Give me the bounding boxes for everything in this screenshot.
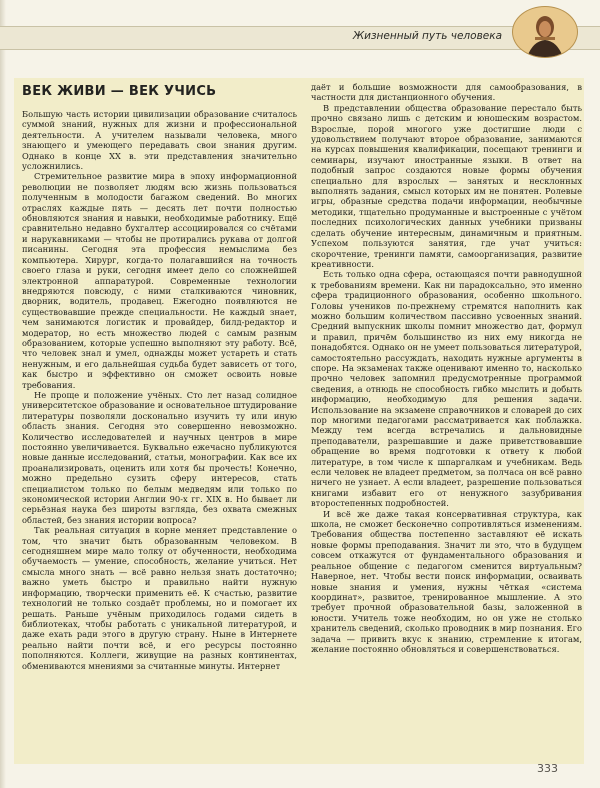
right-column xyxy=(311,82,582,654)
article-panel xyxy=(14,78,584,764)
page-number: 333 xyxy=(537,762,558,775)
left-column xyxy=(22,78,297,671)
portrait-emblem-drawing xyxy=(513,7,577,57)
paragraph: Так реальная ситуация в корне меняет представление о том, что значит быть образованным человеком. В сегодняшнем мире мало толку от обученности, необходима обучаемость — умение, способность, желание учиться. Нет смысла много знать — всё равно нельзя знать достаточно; важно уметь быстро и правильно найти нужную информацию, творчески применить её. К счастью, развитие технологий не только создаёт проблемы, но и помогает их решать. Раньше учёным приходилось годами сидеть в библиотеках, чтобы работать с уникальной литературой, и даже ехать ради этого в другую страну. Ныне в Интернете реально найти почти всё, и его ресурсы постоянно пополняются. Коллеги, живущие на разных континентах, обмениваются мнениями за считанные минуты. Интернет xyxy=(22,525,297,671)
running-head: Жизненный путь человека xyxy=(352,30,502,42)
paragraph: В представлении общества образование перестало быть прочно связано лишь с детским и юношеским возрастом. Взрослые, порой многого уже достигшие люди с удовольствием получают второе образование, занимаются на курсах повышения квалификации, посещают тренинги и семинары, изучают иностранные языки. В ответ на подобный запрос создаются новые формы обучения специально для взрослых — занятых и несклонных выполнять задания, смысл которых им не понятен. Ролевые игры, образные средства подачи информации, необычные методики, тщательно продуманные и выстроенные с учётом последних психологических данных учебники призваны сделать обучение интересным, динамичным и приятным. Успехом пользуются занятия, где учат учиться: скорочтение, тренинги памяти, самоорганизация, развитие креативности. xyxy=(311,102,582,269)
paragraph: Есть только одна сфера, остающаяся почти равнодушной к требованиям времени. Как ни парадоксально, это именно сфера традиционного образования, особенно школьного. Головы учеников по-прежнему стремятся наполнить как можно большим количеством пассивно усвоенных знаний. Средний выпускник школы помнит множество дат, формул и правил, причём большинство из них ему никогда не понадобятся. Однако он не умеет пользоваться литературой, самостоятельно рассуждать, находить нужные аргументы в споре. На экзаменах также оценивают именно то, насколько прочно человек запомнил предусмотренные программой сведения, а отнюдь не способность гибко мыслить и добыть информацию, необходимую для решения задачи. Использование на экзамене справочников и словарей до сих пор многими педагогами рассматривается как поблажка. Между тем всегда встречались и дальновидные преподаватели, разрешавшие и даже приветствовавшие обращение во время подготовки к ответу к любой литературе, в том числе к шпаргалкам и учебникам. Ведь если человек не владеет предметом, за полчаса он всё равно ничего не узнает. А если владеет, разрешение пользоваться книгами избавит его от ненужного зазубривания второстепенных подробностей. xyxy=(311,269,582,509)
paragraph: И всё же даже такая консервативная структура, как школа, не сможет бесконечно сопротивляться изменениям. Требования общества постепенно заставляют её искать новые формы преподавания. Значит ли это, что в будущем совсем откажутся от фундаментального образования и реальное общение с педагогом сменится виртуальным? Наверное, нет. Чтобы вести поиск информации, осваивать новые знания и умения, нужны чёткая «система координат», развитое, тренированное мышление. А это требует прочной образовательной базы, заложенной в юности. Учитель тоже необходим, но он уже не столько хранитель сведений, сколько проводник в мир познания. Его задача — привить вкус к знанию, стремление к итогам, желание постоянно обновляться и совершенствоваться. xyxy=(311,508,582,654)
portrait-emblem-icon xyxy=(512,6,578,58)
paragraph: Не проще и положение учёных. Сто лет назад солидное университетское образование и основательное штудирование литературы позволяли досконально изучить ту или иную область знания. Сегодня это совершенно невозможно. Количество исследователей и научных центров в мире постоянно увеличивается. Буквально ежечасно публикуются новые данные исследований, статьи, монографии. Как все их проанализировать, оценить или хотя бы прочесть! Конечно, можно предельно сузить сферу интересов, стать специалистом только по белым медведям или только по экономической истории Англии 90-х гг. XIX в. Но бывает ли серьёзная наука без широты взгляда, без охвата смежных областей, без знания истории вопроса? xyxy=(22,389,297,525)
paragraph: Стремительное развитие мира в эпоху информационной революции не позволяет людям всю жизнь пользоваться полученным в молодости багажом сведений. Во многих отраслях каждые пять — десять лет почти полностью обновляются знания и навыки, необходимые работнику. Ещё сравнительно недавно бухгалтер ассоциировался со счётами и нарукавниками — чтобы не протирались рукава от долгой писанины. Сегодня эта профессия немыслима без компьютера. Хирург, когда-то полагавшийся на точность своего глаза и руки, сегодня имеет дело со сложнейшей электронной аппаратурой. Современные технологии внедряются повсюду, с ними сталкиваются чиновник, дворник, водитель, продавец. Ежегодно появляются не существовавшие прежде специальности. Не каждый знает, чем занимаются логистик и провайдер, билд-редактор и модератор, но есть множество людей с самым разным образованием, которые успешно выполняют эту работу. Всё, что человек знал и умел, однажды может устареть и стать ненужным, и его дальнейшая судьба будет зависеть от того, как быстро и эффективно он сможет освоить новые требования. xyxy=(22,171,297,390)
header-bar xyxy=(0,26,600,50)
paragraph: Большую часть истории цивилизации образование считалось суммой знаний, нужных для жизни и профессиональной деятельности. А учителем называли человека, много знающего и умеющего передавать свои знания другим. Однако в конце XX в. эти представления значительно усложнились. xyxy=(22,109,297,172)
paragraph: даёт и большие возможности для самообразования, в частности для дистанционного обучения. xyxy=(311,82,582,103)
article-title: ВЕК ЖИВИ — ВЕК УЧИСЬ xyxy=(22,84,217,99)
page-gutter-shadow xyxy=(0,0,6,788)
